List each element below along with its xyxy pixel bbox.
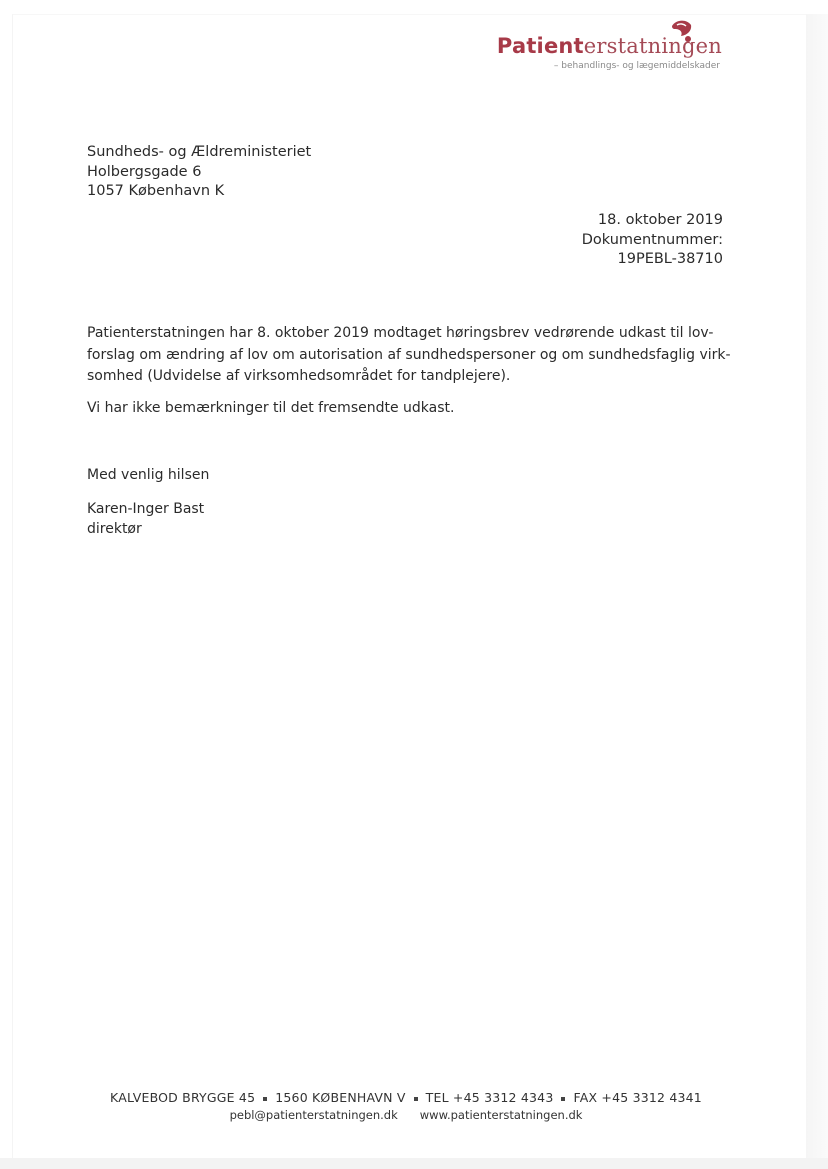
date-block bbox=[582, 211, 723, 270]
footer-tel: TEL +45 3312 4343 bbox=[425, 1090, 554, 1105]
logo-tagline: – behandlings- og lægemiddelskader bbox=[553, 61, 720, 71]
footer-web-line bbox=[0, 1108, 812, 1122]
signature-block bbox=[87, 499, 204, 539]
footer-separator-icon bbox=[561, 1097, 565, 1101]
footer-separator-icon bbox=[414, 1097, 418, 1101]
body-paragraph-2: Vi har ikke bemærkninger til det fremsendte udkast. bbox=[87, 399, 455, 416]
scan-edge-bottom bbox=[0, 1158, 828, 1169]
logo bbox=[486, 16, 726, 76]
footer-website-link[interactable]: www.patienterstatningen.dk bbox=[419, 1108, 583, 1122]
closing-greeting: Med venlig hilsen bbox=[87, 467, 210, 483]
recipient-line-2: Holbergsgade 6 bbox=[87, 163, 202, 180]
recipient-line-1: Sundheds- og Ældreministeriet bbox=[87, 144, 312, 160]
logo-wordmark bbox=[497, 34, 722, 58]
letter-body bbox=[87, 323, 731, 429]
footer-email-link[interactable]: pebl@patienterstatningen.dk bbox=[229, 1108, 398, 1122]
signer-name: Karen-Inger Bast bbox=[87, 501, 205, 517]
footer-city: 1560 KØBENHAVN V bbox=[275, 1090, 406, 1105]
footer-address: KALVEBOD BRYGGE 45 bbox=[110, 1090, 256, 1105]
logo-name-light: erstatningen bbox=[583, 34, 722, 58]
document-number-label: Dokumentnummer: bbox=[581, 231, 723, 248]
footer bbox=[0, 1090, 812, 1122]
recipient-line-3: 1057 København K bbox=[87, 183, 225, 199]
footer-contact-line bbox=[0, 1090, 812, 1105]
body-paragraph-1-line-1: Patienterstatningen har 8. oktober 2019 modtaget høringsbrev vedrørende udkast til lov- bbox=[87, 325, 714, 341]
letter-date: 18. oktober 2019 bbox=[597, 212, 723, 228]
footer-separator-icon bbox=[263, 1097, 267, 1101]
footer-fax: FAX +45 3312 4341 bbox=[573, 1090, 702, 1105]
body-paragraph-1-line-2: forslag om ændring af lov om autorisation af sundhedspersoner og om sundhedsfaglig virk- bbox=[87, 346, 731, 363]
body-paragraph-1 bbox=[87, 323, 731, 388]
logo-name-strong: Patient bbox=[496, 34, 584, 58]
body-paragraph-1-line-3: somhed (Udvidelse af virksomhedsområdet for tandplejere). bbox=[87, 368, 511, 384]
document-number: 19PEBL-38710 bbox=[617, 251, 723, 267]
scan-edge-right bbox=[806, 14, 828, 1169]
recipient-address bbox=[87, 143, 311, 202]
signer-title: direktør bbox=[87, 521, 142, 537]
